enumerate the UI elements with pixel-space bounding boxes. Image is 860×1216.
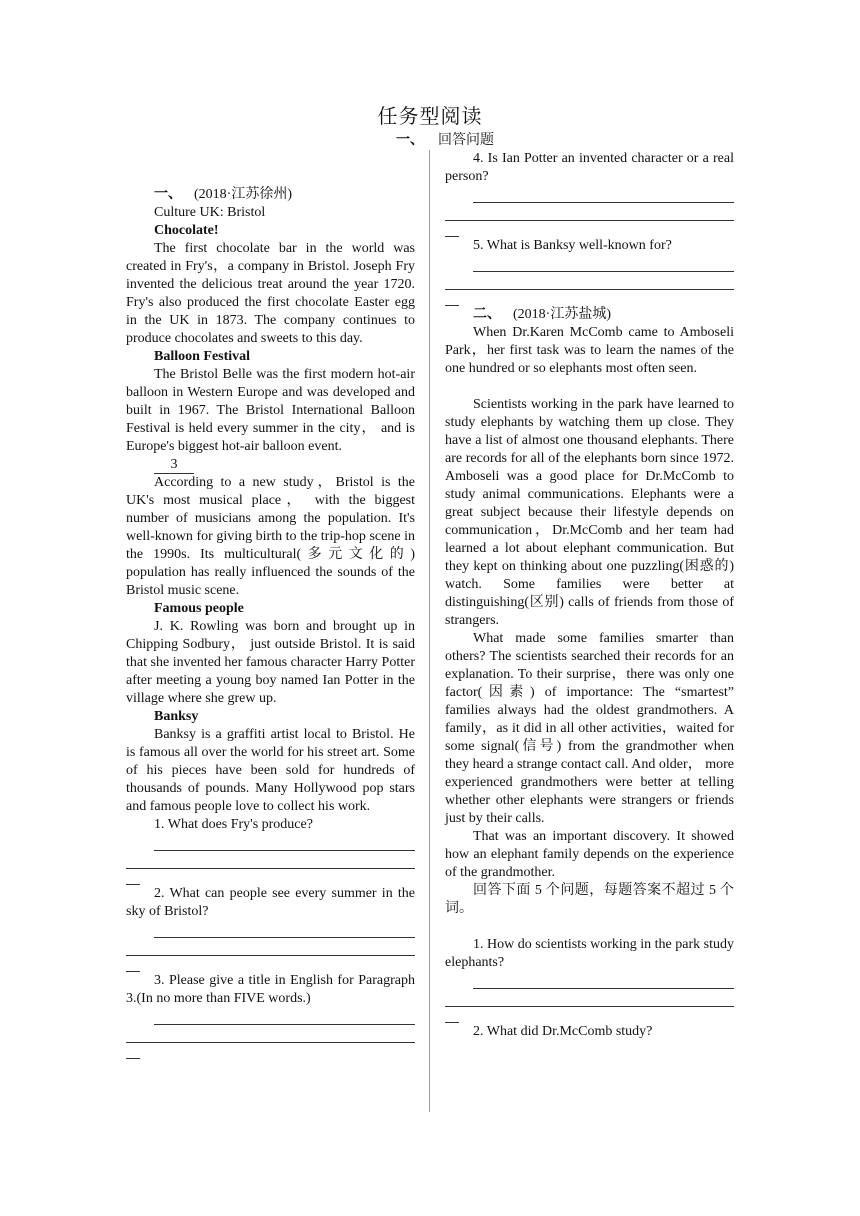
culture-line: Culture UK: Bristol [154,205,266,220]
paragraph-intro: When Dr.Karen McComb came to Amboseli Park，her first task was to learn the names of the one hundred or so elephants most often seen. [445,325,734,376]
paragraph-scientists: Scientists working in the park have learned to study elephants by watching them up close. They have a list of almost one thousand elephants. There are records for all of the elephants born since 1972. Amboseli was a good place for Dr.McComb to study animal communications. Elephants were a great subject because their lifestyle depends on communication，Dr.McComb and her team had learned a lot about elephant communication. But they kept on thinking about one puzzling(困惑的) watch. Some families were better at distinguishing(区别) calls of friends from those of strangers. [445,397,734,628]
column-divider [429,150,430,1112]
question-1: 1. What does Fry's produce? [154,817,313,832]
paragraph-discovery: That was an important discovery. It showed how an elephant family depends on the experience of the grandmother. [445,829,734,880]
question-7: 2. What did Dr.McComb study? [473,1024,653,1039]
section-one-number: 一、 [154,187,182,202]
paragraph-smarter-families: What made some families smarter than others? The scientists searched their records for an explanation. To their surprise，there was only one factor(因素) of importance: The “smartest” families always had the oldest grandmothers. A family，as it did in all other activities，waited for some signal(信号) from the grandmother when they heard a strange contact call. And older， more experienced grandmothers were better at telling whether other elephants were strangers or friends just by their calls. [445,631,734,826]
subtitle-text: 回答问题 [438,133,494,148]
left-column [126,186,415,1059]
question-4: 4. Is Ian Potter an invented character or a real person? [445,151,734,184]
paragraph-famous-people: J. K. Rowling was born and brought up in Chipping Sodbury， just outside Bristol. It is said that she invented her famous character Harry Potter after meeting a young boy named Ian Potter in the village where she grew up. [126,619,415,706]
section-one-source: (2018·江苏徐州) [194,187,292,202]
heading-balloon: Balloon Festival [154,349,251,364]
page-title: 任务型阅读 [377,106,483,128]
blank-3: 3 [154,457,194,474]
question-6: 1. How do scientists working in the park study elephants? [445,937,734,970]
heading-chocolate: Chocolate! [154,223,219,238]
answer-blank-5[interactable] [445,257,734,306]
paragraph-music: According to a new study，Bristol is the UK's most musical place， with the biggest number of musicians among the population. It's well-known for giving birth to the trip-hop scene in the 1990s. Its multicultural(多元文化的) population has really influenced the sounds of the Bristol music scene. [126,475,415,598]
section-two-heading [445,306,734,324]
answer-blank-6[interactable] [445,974,734,1023]
instruction: 回答下面 5 个问题，每题答案不超过 5 个词。 [445,883,734,916]
paragraph-banksy: Banksy is a graffiti artist local to Bristol. He is famous all over the world for his street art. Some of his pieces have been sold for hundreds of thousands of pounds. Many Hollywood pop stars and famous people love to collect his work. [126,727,415,814]
heading-famous-people: Famous people [154,601,244,616]
question-2: 2. What can people see every summer in the sky of Bristol? [126,886,415,919]
answer-blank-1[interactable] [126,836,415,885]
blank-heading-3 [126,456,415,474]
question-3: 3. Please give a title in English for Paragraph 3.(In no more than FIVE words.) [126,973,415,1006]
paragraph-balloon: The Bristol Belle was the first modern hot-air balloon in Western Europe and was developed and built in 1967. The Bristol International Balloon Festival is held every summer in the city， and is Europe's biggest hot-air balloon event. [126,367,415,454]
answer-blank-3[interactable] [126,1010,415,1059]
paragraph-chocolate: The first chocolate bar in the world was created in Fry's，a company in Bristol. Joseph Fry invented the delicious treat around the year 1720. Fry's also produced the first chocolate Easter egg in the UK in 1873. The company continues to produce chocolates and sweets to this day. [126,241,415,346]
right-column [445,150,734,1041]
subtitle-number: 一、 [396,133,424,148]
answer-blank-4[interactable] [445,188,734,237]
answer-blank-2[interactable] [126,923,415,972]
section-subtitle [396,132,494,150]
section-one-heading [126,186,415,204]
section-two-source: (2018·江苏盐城) [513,307,611,322]
heading-banksy: Banksy [154,709,199,724]
section-two-number: 二、 [473,307,501,322]
question-5: 5. What is Banksy well-known for? [473,238,672,253]
